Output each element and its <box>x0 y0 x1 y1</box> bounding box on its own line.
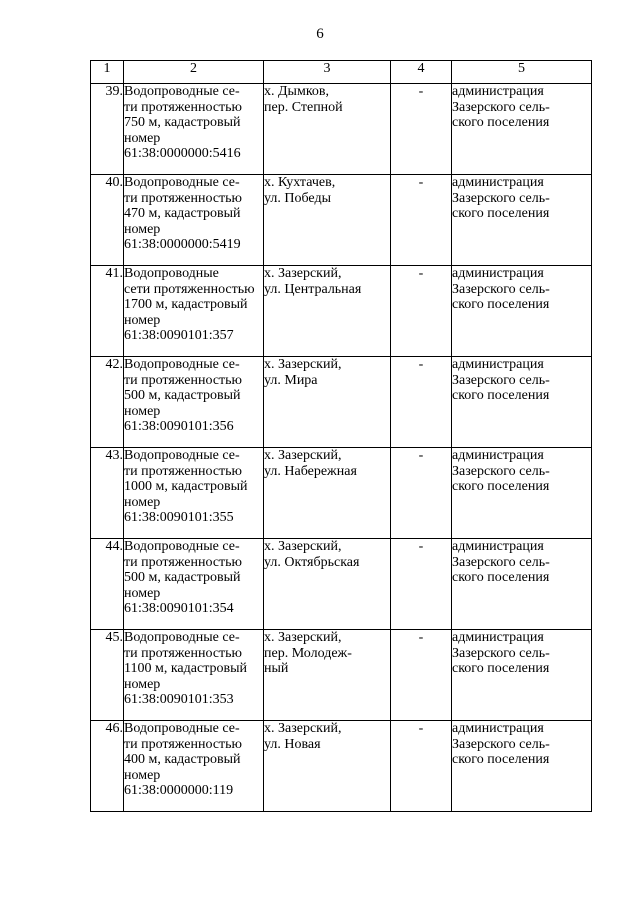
row-number: 44. <box>91 539 124 630</box>
owner-line: ского поселения <box>452 206 550 221</box>
object-name-line: Водопроводные се- <box>124 630 240 645</box>
column-header: 3 <box>264 61 391 84</box>
object-name-line: сети протяженностью <box>124 281 255 297</box>
address-cell <box>264 175 391 266</box>
table-header-row <box>91 61 592 84</box>
table-body <box>91 84 592 812</box>
object-name-line: 470 м, кадастровый <box>124 206 241 221</box>
address-line: ул. Центральная <box>264 281 362 297</box>
row-number: 41. <box>91 266 124 357</box>
owner-line: администрация <box>452 539 544 554</box>
address-line: ул. Победы <box>264 190 331 206</box>
owner-line: администрация <box>452 630 544 645</box>
object-name-line: 61:38:0090101:354 <box>124 601 234 616</box>
row-number: 40. <box>91 175 124 266</box>
object-name-line: Водопроводные се- <box>124 721 240 736</box>
column-4-value: - <box>391 448 452 539</box>
column-4-value: - <box>391 539 452 630</box>
page-number: 6 <box>316 26 324 42</box>
property-table <box>90 60 592 812</box>
address-line: х. Зазерский, <box>264 539 342 554</box>
owner-line: администрация <box>452 721 544 736</box>
address-cell <box>264 630 391 721</box>
object-name-line: 61:38:0000000:119 <box>124 783 234 798</box>
object-name-line: номер <box>124 676 161 692</box>
object-name-line: 1100 м, кадастровый <box>124 661 247 676</box>
object-name-line: ти протяженностью <box>124 554 243 570</box>
owner-cell <box>452 539 592 630</box>
column-4-value: - <box>391 721 452 812</box>
object-name-line: ти протяженностью <box>124 645 243 661</box>
object-name-line: ти протяженностью <box>124 372 243 388</box>
address-cell <box>264 539 391 630</box>
address-line: х. Зазерский, <box>264 630 342 645</box>
owner-line: ского поселения <box>452 479 550 494</box>
column-header: 2 <box>124 61 264 84</box>
object-name-cell <box>124 84 264 175</box>
object-name-line: номер <box>124 221 161 237</box>
owner-line: ского поселения <box>452 115 550 130</box>
object-name-cell <box>124 175 264 266</box>
address-line: х. Зазерский, <box>264 357 342 372</box>
column-4-value: - <box>391 84 452 175</box>
address-line: х. Зазерский, <box>264 266 342 281</box>
address-line: ный <box>264 661 289 676</box>
owner-line: администрация <box>452 448 544 463</box>
object-name-cell <box>124 266 264 357</box>
object-name-cell <box>124 357 264 448</box>
object-name-line: ти протяженностью <box>124 463 243 479</box>
address-line: х. Зазерский, <box>264 448 342 463</box>
table-row <box>91 448 592 539</box>
owner-line: Зазерского сель- <box>452 736 550 752</box>
owner-cell <box>452 266 592 357</box>
owner-cell <box>452 175 592 266</box>
object-name-line: 61:38:0090101:357 <box>124 328 234 343</box>
column-4-value: - <box>391 630 452 721</box>
address-line: х. Зазерский, <box>264 721 342 736</box>
object-name-line: 1700 м, кадастровый <box>124 297 248 312</box>
object-name-cell <box>124 539 264 630</box>
object-name-line: ти протяженностью <box>124 190 243 206</box>
table-row <box>91 357 592 448</box>
object-name-line: 61:38:0090101:356 <box>124 419 234 434</box>
owner-line: администрация <box>452 84 544 99</box>
address-cell <box>264 721 391 812</box>
column-4-value: - <box>391 266 452 357</box>
object-name-line: номер <box>124 585 161 601</box>
object-name-line: номер <box>124 130 161 146</box>
address-line: пер. Степной <box>264 99 343 115</box>
object-name-line: Водопроводные <box>124 266 219 281</box>
owner-line: Зазерского сель- <box>452 645 550 661</box>
object-name-line: номер <box>124 403 161 419</box>
object-name-line: ти протяженностью <box>124 736 243 752</box>
owner-cell <box>452 630 592 721</box>
object-name-line: 1000 м, кадастровый <box>124 479 248 494</box>
object-name-line: 61:38:0000000:5419 <box>124 237 241 252</box>
column-4-value: - <box>391 175 452 266</box>
owner-cell <box>452 84 592 175</box>
owner-cell <box>452 357 592 448</box>
address-line: ул. Набережная <box>264 463 357 479</box>
object-name-cell <box>124 630 264 721</box>
object-name-line: номер <box>124 494 161 510</box>
address-line: пер. Молодеж- <box>264 645 352 661</box>
column-4-value: - <box>391 357 452 448</box>
object-name-line: Водопроводные се- <box>124 448 240 463</box>
address-cell <box>264 84 391 175</box>
row-number: 39. <box>91 84 124 175</box>
table-row <box>91 266 592 357</box>
owner-line: Зазерского сель- <box>452 554 550 570</box>
address-line: ул. Октябрьская <box>264 554 360 570</box>
owner-line: ского поселения <box>452 388 550 403</box>
object-name-line: Водопроводные се- <box>124 539 240 554</box>
address-cell <box>264 266 391 357</box>
address-line: ул. Новая <box>264 736 321 752</box>
row-number: 43. <box>91 448 124 539</box>
table-row <box>91 175 592 266</box>
row-number: 42. <box>91 357 124 448</box>
owner-line: ского поселения <box>452 570 550 585</box>
owner-cell <box>452 448 592 539</box>
object-name-line: 500 м, кадастровый <box>124 388 241 403</box>
owner-line: Зазерского сель- <box>452 281 550 297</box>
object-name-line: номер <box>124 767 161 783</box>
owner-line: Зазерского сель- <box>452 372 550 388</box>
object-name-line: ти протяженностью <box>124 99 243 115</box>
object-name-line: 61:38:0090101:353 <box>124 692 234 707</box>
object-name-line: 750 м, кадастровый <box>124 115 241 130</box>
owner-line: Зазерского сель- <box>452 190 550 206</box>
column-header: 1 <box>91 61 124 84</box>
object-name-line: 61:38:0000000:5416 <box>124 146 241 161</box>
row-number: 45. <box>91 630 124 721</box>
owner-line: Зазерского сель- <box>452 99 550 115</box>
object-name-cell <box>124 721 264 812</box>
table-row <box>91 84 592 175</box>
owner-line: Зазерского сель- <box>452 463 550 479</box>
object-name-line: 500 м, кадастровый <box>124 570 241 585</box>
address-cell <box>264 357 391 448</box>
owner-line: ского поселения <box>452 661 550 676</box>
address-line: х. Дымков, <box>264 84 330 99</box>
object-name-line: Водопроводные се- <box>124 357 240 372</box>
table-row <box>91 721 592 812</box>
column-header: 5 <box>452 61 592 84</box>
object-name-line: Водопроводные се- <box>124 175 240 190</box>
object-name-line: 61:38:0090101:355 <box>124 510 234 525</box>
address-line: ул. Мира <box>264 372 318 388</box>
address-cell <box>264 448 391 539</box>
object-name-line: Водопроводные се- <box>124 84 240 99</box>
owner-line: ского поселения <box>452 752 550 767</box>
address-line: х. Кухтачев, <box>264 175 336 190</box>
table-row <box>91 630 592 721</box>
owner-cell <box>452 721 592 812</box>
owner-line: администрация <box>452 266 544 281</box>
table-row <box>91 539 592 630</box>
owner-line: администрация <box>452 357 544 372</box>
column-header: 4 <box>391 61 452 84</box>
owner-line: ского поселения <box>452 297 550 312</box>
owner-line: администрация <box>452 175 544 190</box>
object-name-line: номер <box>124 312 161 328</box>
object-name-cell <box>124 448 264 539</box>
object-name-line: 400 м, кадастровый <box>124 752 241 767</box>
row-number: 46. <box>91 721 124 812</box>
